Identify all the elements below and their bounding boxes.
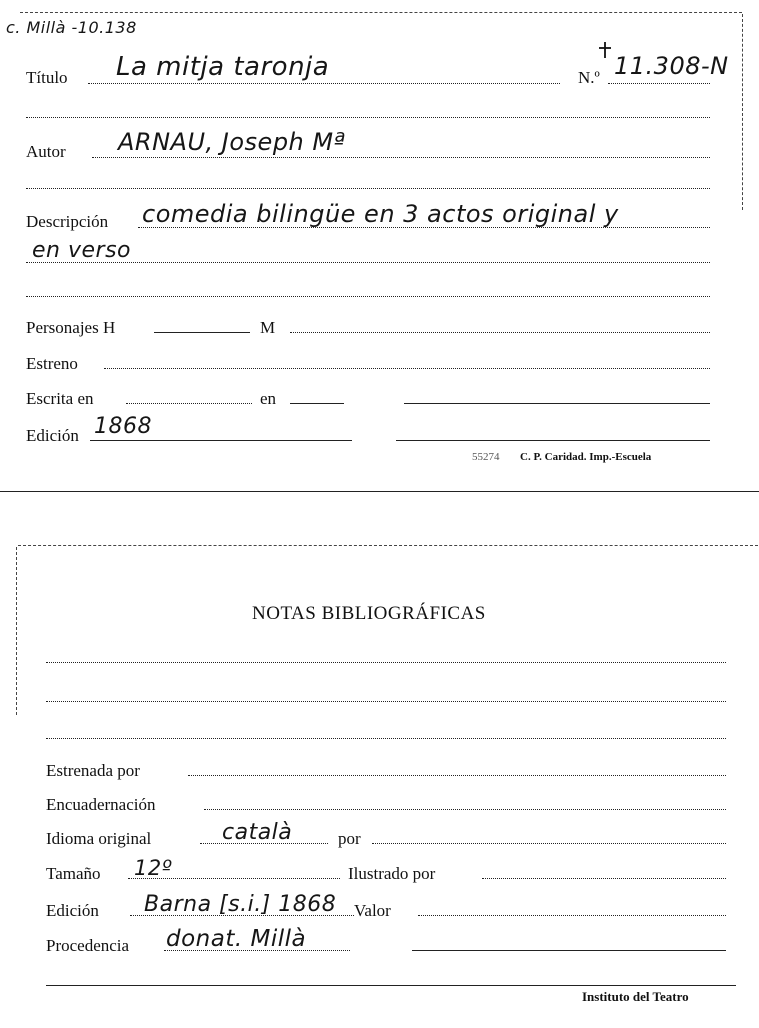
procedencia-label: Procedencia [46, 936, 130, 955]
descripcion-value-1: comedia bilingüe en 3 actos original y [142, 200, 619, 228]
card-top-border [20, 12, 742, 13]
personajes-h-line [154, 332, 250, 333]
por-line [372, 843, 726, 844]
edicion-label: Edición [26, 426, 79, 445]
notas-line-2 [46, 701, 726, 702]
autor-line [92, 157, 710, 158]
escrita-en-label: en [260, 389, 277, 408]
edicion2-label: Edición [46, 901, 99, 920]
personajes-label: Personajes H [26, 318, 116, 337]
idioma-value: català [222, 820, 293, 845]
escrita-extra-line [404, 403, 710, 404]
edicion-extra-line [396, 440, 710, 441]
estrenada-line [188, 775, 726, 776]
valor-line [418, 915, 726, 916]
encuadernacion-line [204, 809, 726, 810]
card2-top-border [18, 545, 758, 546]
notas-line-1 [46, 662, 726, 663]
cross-mark-icon [598, 42, 612, 58]
escrita-label: Escrita en [26, 389, 94, 408]
escrita-line [126, 403, 252, 404]
tamano-label: Tamaño [46, 864, 101, 883]
ilustrado-label: Ilustrado por [348, 864, 436, 883]
estreno-line [104, 368, 710, 369]
autor-label: Autor [26, 142, 66, 161]
personajes-m-label: M [260, 318, 276, 337]
card-separator-line [0, 491, 759, 492]
descripcion-label: Descripción [26, 212, 109, 231]
numero-value: 11.308-N [614, 52, 729, 80]
edicion-line [90, 440, 352, 441]
encuadernacion-label: Encuadernación [46, 795, 156, 814]
autor-extra-line [26, 188, 710, 189]
tamano-value: 12º [134, 856, 173, 880]
printer-code: 55274 [472, 451, 500, 463]
valor-label: Valor [354, 901, 391, 920]
card2-bottom-line [46, 985, 736, 986]
footer-institution: Instituto del Teatro [582, 989, 689, 1004]
edicion-value: 1868 [94, 414, 152, 439]
corner-note: c. Millà -10.138 [6, 18, 137, 37]
procedencia-extra-line [412, 950, 726, 951]
escrita-en-line [290, 403, 344, 404]
card2-left-border [16, 547, 17, 715]
ilustrado-line [482, 878, 726, 879]
estrenada-label: Estrenada por [46, 761, 140, 780]
autor-value: ARNAU, Joseph Mª [118, 128, 346, 156]
notas-heading: NOTAS BIBLIOGRÁFICAS [252, 603, 486, 624]
numero-line [608, 83, 710, 84]
procedencia-value: donat. Millà [166, 926, 307, 952]
edicion2-value: Barna [s.i.] 1868 [144, 892, 337, 917]
estreno-label: Estreno [26, 354, 78, 373]
notas-line-3 [46, 738, 726, 739]
idioma-label: Idioma original [46, 829, 152, 848]
numero-label: N.º [578, 68, 600, 87]
printer-name: C. P. Caridad. Imp.-Escuela [520, 451, 652, 463]
titulo-line [88, 83, 560, 84]
personajes-m-line [290, 332, 710, 333]
titulo-extra-line [26, 117, 710, 118]
descripcion-value-2: en verso [32, 238, 131, 263]
card-right-border [742, 14, 743, 210]
titulo-value: La mitja taronja [116, 52, 330, 82]
por-label: por [338, 829, 361, 848]
titulo-label: Título [26, 68, 68, 87]
descripcion-extra-line [26, 296, 710, 297]
